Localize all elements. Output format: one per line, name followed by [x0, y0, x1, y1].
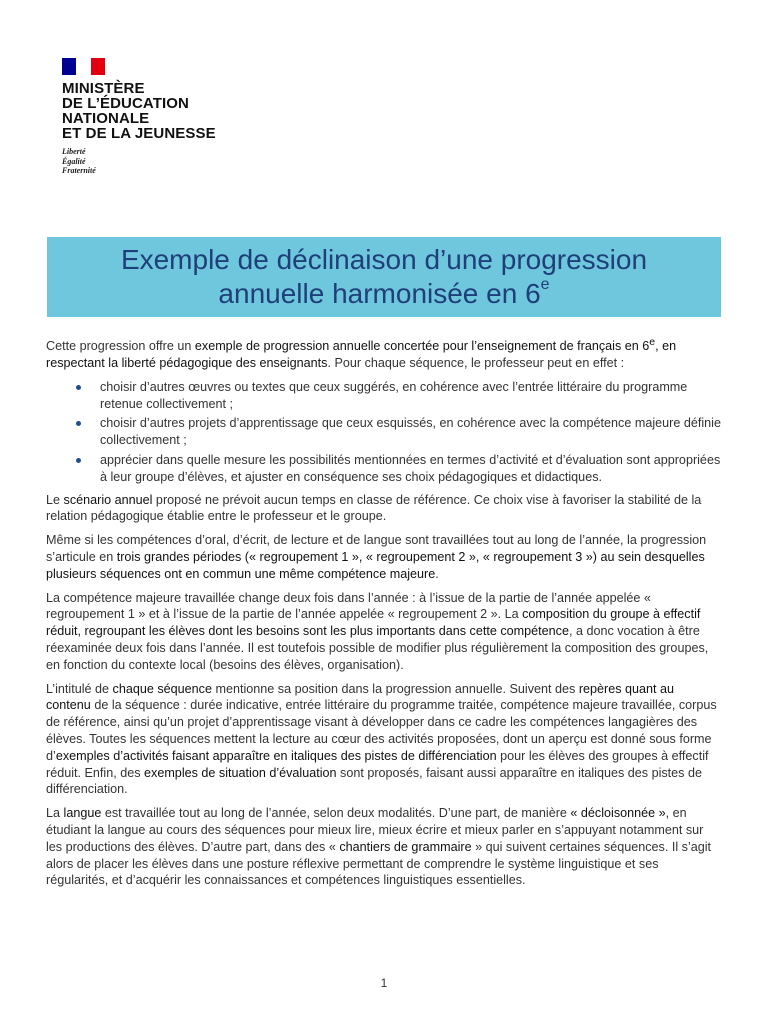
text-run: , a donc vocation à être réexaminée deux fois dans l’année. Il est toutefois possible de modifier plus régulièrement la composition des groupes, en fonction du contexte local (besoins des élèves, organisation).: [46, 624, 709, 672]
intro-paragraph: [46, 334, 722, 372]
highlighted-text: , en respectant la liberté pédagogique des enseignants: [46, 339, 677, 370]
text-run: est travaillée tout au long de l’année, selon deux modalités. D’une part, de manière: [101, 806, 571, 821]
highlighted-text: langue: [63, 806, 102, 821]
text-run: Cette progression offre un: [46, 339, 195, 354]
ministry-name-line: NATIONALE: [62, 110, 150, 127]
french-flag-icon: [62, 58, 105, 75]
text-run: , en étudiant la langue au cours des séquences pour mieux lire, mieux écrire et mieux parler en s’appuyant notamment sur les productions des élèves. D’autre part, dans des «: [46, 806, 704, 854]
highlighted-text: chaque séquence: [112, 681, 212, 696]
motto-line: Liberté: [62, 147, 86, 156]
highlighted-text: chantiers de grammaire: [339, 839, 472, 854]
document-body: [46, 334, 722, 896]
republic-motto: [62, 147, 282, 176]
text-run: » qui suivent certaines séquences. Il s’agit alors de placer les élèves dans une posture réflexive permettant de comprendre le système linguistique et ses régularités, et d’acquérir les connaissances et compétences linguistiques essentielles.: [46, 839, 712, 888]
flag-red-band: [91, 58, 105, 75]
document-title-banner: [47, 237, 721, 317]
scenario-paragraph: [46, 492, 722, 526]
highlighted-text: exemples d’activités faisant apparaître en italiques des pistes de différenciation: [55, 748, 497, 763]
text-run: de la séquence : durée indicative, entrée littéraire du programme traitée, compétence majeure travaillée, corpus de référence, ainsi qu’un projet d’apprentissage visant à développer dans ce cadre les compétences langagières des élèves. Toutes les séquences mettent la lecture au cœur des activités proposées, dont un aperçu est donné sous forme d’: [46, 698, 717, 763]
motto-line: Égalité: [62, 156, 86, 166]
options-list: [46, 379, 722, 486]
ministry-name-line: DE L’ÉDUCATION: [62, 95, 189, 112]
text-run: La compétence majeure travaillée change deux fois dans l’année : à l’issue de la partie de l’année appelée « regroupement 1 » et à l’issue de la partie de l’année appelée « regroupement 2 ». La: [46, 590, 651, 622]
text-run: L’intitulé de: [46, 681, 113, 696]
page-number: 1: [380, 976, 388, 990]
highlighted-text: trois grandes périodes (« regroupement 1 », « regroupement 2 », « regroupement 3 ») au sein desquelles plusieurs séquences ont en commun une même compétence majeure: [46, 549, 705, 581]
document-title-line-1: Exemple de déclinaison d’une progression: [120, 244, 648, 275]
ministry-name-line: MINISTÈRE: [62, 80, 145, 97]
list-item: [46, 452, 722, 486]
document-title-line-2: [218, 277, 549, 311]
flag-white-band: [76, 58, 90, 75]
list-item-text: choisir d’autres projets d’apprentissage que ceux esquissés, en cohérence avec la compétence majeure définie collectivement ;: [100, 416, 721, 448]
ministry-name: [62, 81, 282, 141]
superscript: e: [649, 336, 656, 348]
text-run: .: [435, 566, 439, 581]
highlighted-text: exemple de progression annuelle concertée pour l’enseignement de français en 6: [194, 339, 650, 354]
bullet-icon: [76, 385, 81, 390]
highlighted-text: scénario annuel: [63, 492, 153, 507]
bullet-icon: [76, 421, 81, 426]
text-run: . Pour chaque séquence, le professeur peut en effet :: [327, 355, 625, 370]
superscript: e: [540, 276, 550, 293]
text-run: Même si les compétences d’oral, d’écrit, de lecture et de langue sont travaillées tout au long de l’année, la progression s’articule en: [46, 533, 707, 564]
list-item-text: choisir d’autres œuvres ou textes que ceux suggérés, en cohérence avec l’entrée littéraire du programme retenue collectivement ;: [100, 379, 688, 411]
competences-paragraph: [46, 532, 722, 582]
list-item: [46, 379, 722, 413]
majeure-paragraph: [46, 590, 722, 674]
text-run: Le: [46, 492, 64, 507]
highlighted-text: « décloisonnée »: [570, 806, 666, 821]
motto-line: Fraternité: [62, 166, 96, 175]
bullet-icon: [76, 458, 81, 463]
list-item: [46, 415, 722, 449]
ministry-name-line: ET DE LA JEUNESSE: [62, 125, 216, 142]
text-run: sont proposés, faisant aussi apparaître en italiques des pistes de différenciation.: [46, 765, 702, 797]
text-run: mentionne sa position dans la progression annuelle. Suivent des: [211, 681, 579, 696]
ministry-logo: [62, 58, 282, 176]
list-item-text: apprécier dans quelle mesure les possibilités mentionnées en termes d’activité et d’évaluation sont appropriées à leur groupe d’élèves, et ajuster en conséquence ses choix pédagogiques et didactiques.: [100, 452, 721, 484]
text-run: La: [46, 806, 64, 821]
langue-paragraph: [46, 805, 722, 889]
highlighted-text: repères quant au contenu: [46, 681, 675, 713]
highlighted-text: exemples de situation d’évaluation: [144, 765, 337, 780]
document-title-text: annuelle harmonisée en 6: [218, 278, 541, 309]
highlighted-text: composition du groupe à effectif réduit, regroupant les élèves dont les besoins sont les plus importants dans cette compétence: [46, 607, 701, 639]
sequence-paragraph: [46, 681, 722, 799]
text-run: pour les élèves des groupes à effectif réduit. Enfin, des: [46, 748, 709, 780]
flag-blue-band: [62, 58, 76, 75]
text-run: proposé ne prévoit aucun temps en classe de référence. Ce choix vise à favoriser la stabilité de la relation pédagogique établie entre le professeur et le groupe.: [46, 492, 702, 524]
